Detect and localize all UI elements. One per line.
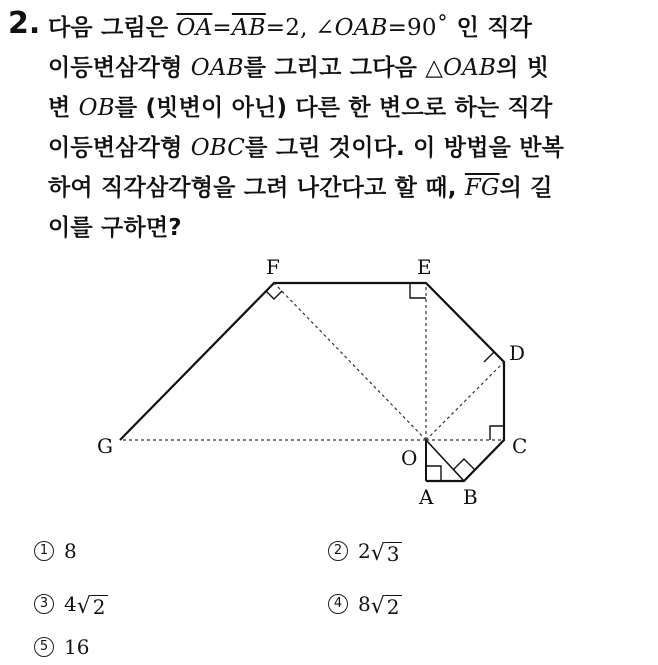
choice-value: 2 √ 3 <box>358 539 400 566</box>
choice-marker: 3 <box>34 594 54 614</box>
radical-sign: √ <box>370 594 385 619</box>
question-line-4: 이등변삼각형 OBC를 그린 것이다. 이 방법을 반복 <box>48 135 565 161</box>
right-angle-mark-e <box>410 283 426 298</box>
choice-marker: 5 <box>34 637 54 657</box>
choice-marker: 1 <box>34 541 54 561</box>
segment-od-dashed <box>426 362 504 440</box>
right-angle-mark-a <box>426 466 441 481</box>
question-line-3: 변 OB를 (빗변이 아닌) 다른 한 변으로 하는 직각 <box>48 95 553 121</box>
choice-2[interactable] <box>328 537 402 565</box>
label-f: F <box>266 255 280 279</box>
choice-value: 8 √ 2 <box>358 592 400 619</box>
segment-of-dashed <box>274 283 426 440</box>
segment-fg: $\overline{FG}$ <box>464 175 500 201</box>
choice-4[interactable] <box>328 590 402 618</box>
right-angle-mark-b <box>453 459 475 470</box>
question-line-6: 이를 구하면? <box>48 215 182 241</box>
question-line-2: 이등변삼각형 OAB를 그리고 그다음 △OAB의 빗 <box>48 55 550 81</box>
choice-marker: 2 <box>328 541 348 561</box>
radical-sign: √ <box>370 541 385 566</box>
label-b: B <box>463 485 478 509</box>
angle-oab: OAB <box>334 15 388 41</box>
radical-sign: √ <box>76 594 91 619</box>
label-o: O <box>401 446 418 470</box>
choice-marker: 4 <box>328 594 348 614</box>
question-line-1: 다음 그림은 $\overline{OA}=\overline{AB}=2$, ∠OAB=90˚ 인 직각 <box>48 15 533 41</box>
label-a: A <box>419 485 434 509</box>
label-c: C <box>512 434 528 458</box>
outer-boundary <box>120 283 504 481</box>
label-g: G <box>97 434 113 458</box>
label-e: E <box>417 255 432 279</box>
choice-value: 8 <box>64 539 77 563</box>
question-line-5: 하여 직각삼각형을 그려 나간다고 할 때, $\overline{FG}$의 길 <box>48 175 553 201</box>
question-number: 2. <box>8 6 41 41</box>
choice-1[interactable] <box>34 537 77 565</box>
choice-5[interactable] <box>34 633 89 661</box>
segment-ab: $\overline{AB}$ <box>231 15 266 41</box>
choice-3[interactable] <box>34 590 108 618</box>
right-angle-mark-c <box>490 426 504 440</box>
segment-ob-line <box>426 440 464 481</box>
choice-value: 4 √ 2 <box>64 592 106 619</box>
right-angle-mark-f <box>266 291 282 299</box>
segment-oa: $\overline{OA}$ <box>176 15 213 41</box>
choice-value: 16 <box>64 635 90 659</box>
label-d: D <box>509 341 526 365</box>
